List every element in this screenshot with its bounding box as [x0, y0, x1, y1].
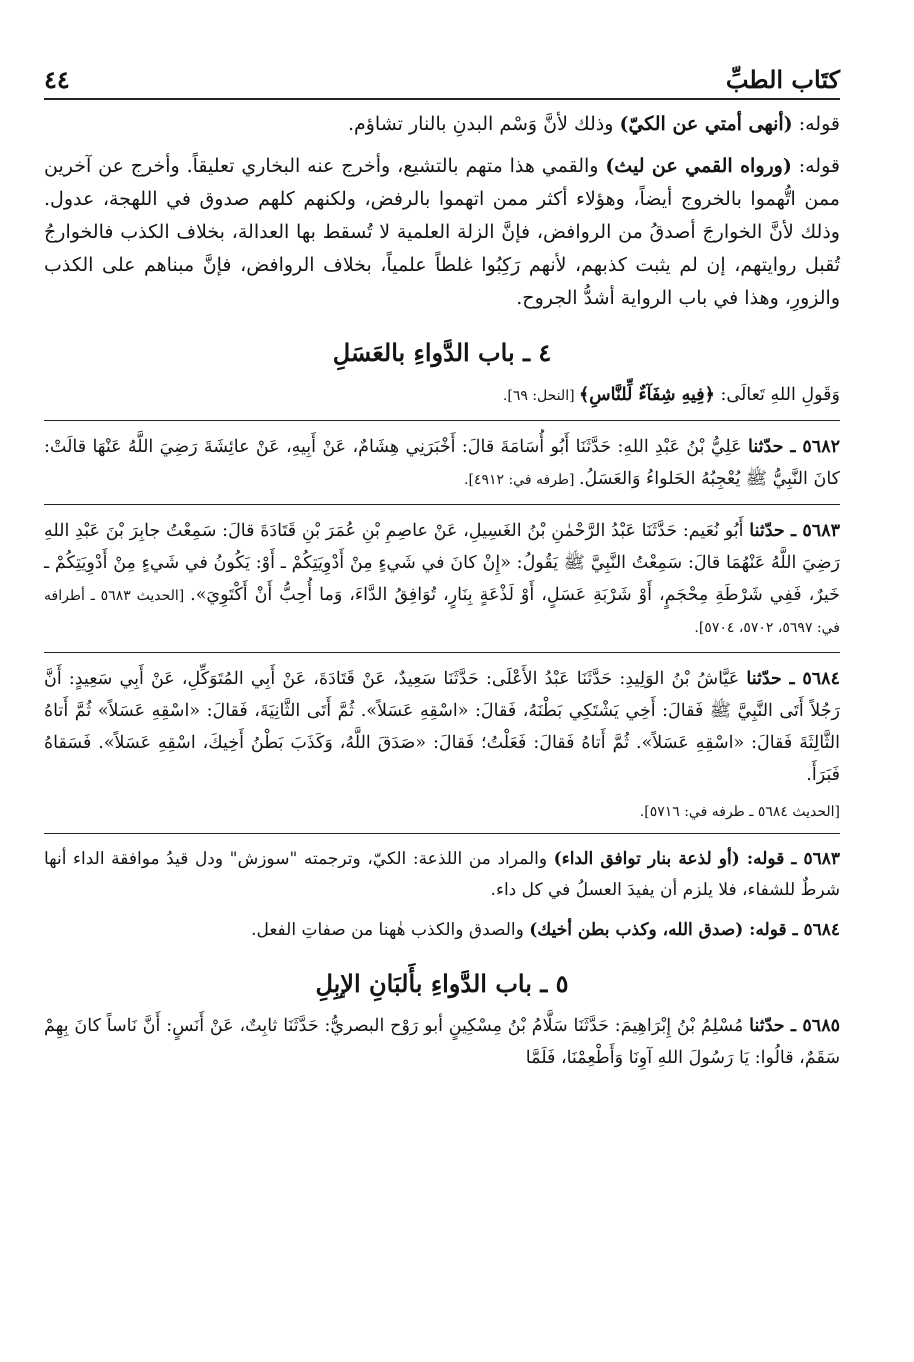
hadith-ref: [طرفه في: ٤٩١٢]. — [464, 472, 579, 488]
hadith-ref: [الحديث ٥٦٨٣ ـ أطرافه في: ٥٦٩٧، ٥٧٠٢، ٥٧٠٤]. — [44, 588, 840, 636]
quran-citation: وَقَولِ اللهِ تَعالَى: ﴿فِيهِ شِفَآءٌ لِّلنَّاسِ﴾ [النحل: ٦٩]. — [502, 385, 840, 405]
hadith-number: ٥٦٨٤ ـ حدّثنا — [746, 669, 840, 689]
chapter-4-heading: ٤ ـ باب الدَّواءِ بالعَسَلِ — [332, 338, 552, 367]
hadith-number: ٥٦٨٢ ـ حدّثنا — [748, 437, 840, 457]
header-rule — [44, 98, 840, 100]
hadith-5683: ٥٦٨٣ ـ حدّثنا أَبُو نُعَيم: حَدَّثَنَا عَبْدُ الرَّحْمٰنِ بْنُ الغَسِيلِ، عَنْ عاصِمِ بْنِ عُمَرَ بْنِ قَتَادَةَ قالَ: سَمِعْتُ جابِرَ بْنَ عَبْدِ اللهِ رَضِيَ اللَّهُ عَنْهُمَا قالَ: سَمِعْتُ النَّبِيَّ ﷺ يَقُولُ: «إِنْ كانَ في شَيءٍ مِنْ أَدْوِيَتِكُمْ ـ أَوْ: يَكُونُ في شَيءٍ مِنْ أَدْوِيَتِكُمْ ـ خَيرٌ، فَفِي شَرْطَةِ مِحْجَمٍ، أَوْ شَرْبَةِ عَسَلٍ، أَوْ لَذْعَةٍ بِنَارٍ، تُوَافِقُ الدَّاءَ، وَما أُحِبُّ أَنْ أَكْتَوِيَ». [الحديث ٥٦٨٣ ـ أطرافه في: ٥٦٩٧، ٥٧٠٢، ٥٧٠٤]. — [44, 521, 840, 636]
commentary-quote: (صدق الله، وكذب بطن أخيك) — [529, 920, 744, 940]
section-divider — [44, 833, 840, 834]
hadith-number: ٥٦٨٣ ـ حدّثنا — [749, 521, 840, 541]
chapter-5-heading: ٥ ـ باب الدَّواءِ بأَلبَانِ الإبِلِ — [315, 969, 569, 998]
commentary-quote: (أو لذعة بنار توافق الداء) — [553, 849, 740, 869]
quran-ref: [النحل: ٦٩]. — [502, 388, 579, 404]
commentary-quote: (أنهى أمتي عن الكيّ) — [619, 113, 793, 135]
hadith-number: ٥٦٨٥ ـ حدّثنا — [749, 1016, 840, 1036]
section-divider — [44, 420, 840, 421]
page-header — [44, 56, 840, 94]
quran-verse: ﴿فِيهِ شِفَآءٌ لِّلنَّاسِ﴾ — [579, 385, 715, 405]
section-divider — [44, 504, 840, 505]
commentary-paragraph: ٥٦٨٤ ـ قوله: (صدق الله، وكذب بطن أخيك) والصدق والكذب هٰهنا من صفاتِ الفعل. — [251, 920, 840, 940]
book-page — [44, 56, 840, 1083]
commentary-paragraph: قوله: (أنهى أمتي عن الكيّ) وذلك لأنَّ وَسْم البدنِ بالنار تشاؤم. — [347, 113, 840, 135]
commentary-paragraph: ٥٦٨٣ ـ قوله: (أو لذعة بنار توافق الداء) والمراد من اللذعة: الكيّ، وترجمته "سوزش" ودل قيدُ موافقة الداء أنها شرطٌ للشفاء، فلا يلزم أن يفيدَ العسلُ في كل داء. — [44, 849, 841, 900]
section-divider — [44, 652, 840, 653]
book-title: كتَاب الطبِّ — [725, 65, 840, 94]
commentary-quote: (ورواه القمي عن ليث) — [605, 155, 792, 177]
page-number: ٤٤ — [44, 65, 70, 94]
hadith-5685: ٥٦٨٥ ـ حدّثنا مُسْلِمُ بْنُ إِبْرَاهِيمَ: حَدَّثَنَا سَلَّامُ بْنُ مِسْكِينٍ أبو رَوْح البصريُّ: حَدَّثَنَا ثابِتٌ، عَنْ أَنَسٍ: أَنَّ نَاساً كانَ بِهِمْ سَقَمٌ، قالُوا: يَا رَسُولَ اللهِ آوِنَا وَأَطْعِمْنَا، فَلَمَّا — [44, 1016, 840, 1068]
hadith-5682: ٥٦٨٢ ـ حدّثنا عَلِيُّ بْنُ عَبْدِ اللهِ: حَدَّثَنَا أَبُو أُسَامَةَ قالَ: أَخْبَرَنِي هِشَامٌ، عَنْ أَبِيهِ، عَنْ عائِشَةَ رَضِيَ اللَّهُ عَنْهَا قالَتْ: كانَ النَّبِيُّ ﷺ يُعْجِبُهُ الحَلواءُ وَالعَسَلُ. [طرفه في: ٤٩١٢]. — [44, 437, 840, 489]
hadith-5684: ٥٦٨٤ ـ حدّثنا عَيَّاشُ بْنُ الوَلِيدِ: حَدَّثَنَا عَبْدُ الأَعْلَى: حَدَّثَنَا سَعِيدٌ، عَنْ قَتَادَةَ، عَنْ أَبِي المُتَوَكِّلِ، عَنْ أَبِي سَعِيدٍ: أَنَّ رَجُلاً أَتَى النَّبِيَّ ﷺ فَقالَ: أَخِي يَشْتَكِي بَطْنَهُ، فَقالَ: «اسْقِهِ عَسَلاً». ثُمَّ أَتَى الثَّانِيَةَ، فَقالَ: «اسْقِهِ عَسَلاً» ثُمَّ أَتاهُ الثَّالِثَةَ فَقالَ: «اسْقِهِ عَسَلاً». ثُمَّ أَتاهُ فَقالَ: فَعَلْتُ؛ فَقالَ: «صَدَقَ اللَّهُ، وَكَذَبَ بَطْنُ أَخِيكَ، اسْقِهِ عَسَلاً». فَسَقاهُ فَبَرَأَ. — [44, 669, 840, 785]
commentary-paragraph: قوله: (ورواه القمي عن ليث) والقمي هذا متهم بالتشيع، وأخرج عنه البخاري تعليقاً. وأخرج عن آخرين ممن اتُّهموا بالخروج أيضاً، وهؤلاء أكثر ممن اتهموا بالرفض، ولكنهم كلهم صدوق في اللهجة، عدول. وذلك لأنَّ الخوارجَ أصدقُ من الروافض، فإنَّ الزلة العلمية لا تُسقط بها العدالة، بخلاف الكذب فالخوارجُ تُقبل روايتهم، إن لم يثبت كذبهم، لأنهم رَكِبُوا غلطاً علمياً، بخلاف الروافض، فإنَّ مبناهم على الكذب والزورِ، وهذا في باب الرواية أشدُّ الجروح. — [44, 155, 840, 309]
hadith-ref: [الحديث ٥٦٨٤ ـ طرفه في: ٥٧١٦]. — [639, 804, 840, 820]
